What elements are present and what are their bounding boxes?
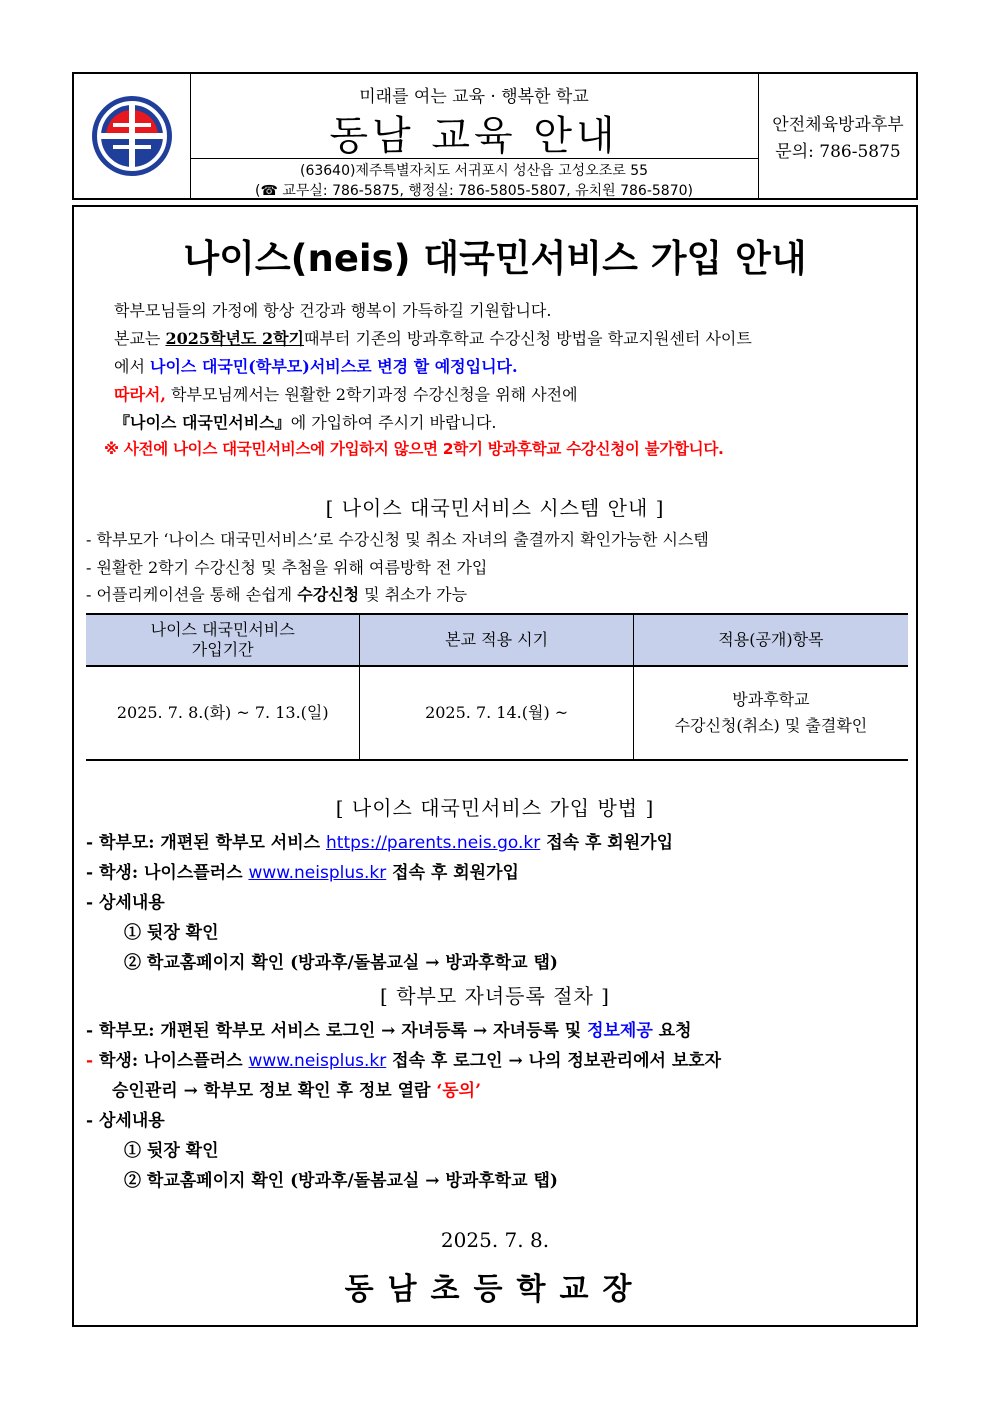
intro-line-5: 『나이스 대국민서비스』에 가입하여 주시기 바랍니다. bbox=[114, 413, 497, 432]
join-student-line: - 학생: 나이스플러스 www.neisplus.kr 접속 후 회원가입 bbox=[86, 863, 519, 883]
system-bullet-1: - 학부모가 ‘나이스 대국민서비스’로 수강신청 및 취소 자녀의 출결까지 확인가능한 시스템 bbox=[86, 530, 709, 549]
register-detail-1: ① 뒷장 확인 bbox=[124, 1141, 219, 1161]
principal-signature: 동남초등학교장 bbox=[344, 1272, 646, 1307]
neisplus-link-2[interactable]: www.neisplus.kr bbox=[248, 1051, 387, 1071]
join-detail-1: ① 뒷장 확인 bbox=[124, 923, 219, 943]
intro-line-2: 본교는 2025학년도 2학기때부터 기존의 방과후학교 수강신청 방법을 학교지원센터 사이트 bbox=[114, 329, 752, 348]
schedule-table bbox=[86, 613, 908, 761]
letterhead bbox=[72, 72, 918, 200]
contact-number: 문의: 786-5875 bbox=[775, 142, 901, 162]
register-heading: [ 학부모 자녀등록 절차 ] bbox=[380, 984, 610, 1008]
intro-line-3: 에서 나이스 대국민(학부모)서비스로 변경 할 예정입니다. bbox=[114, 357, 518, 376]
school-address: (63640)제주특별자치도 서귀포시 성산읍 고성오조로 55 bbox=[299, 163, 649, 179]
table-header-period: 나이스 대국민서비스 가입기간 bbox=[86, 614, 360, 666]
school-phones: (☎ 교무실: 786-5875, 행정실: 786-5805-5807, 유치원 786-5870) bbox=[254, 183, 693, 199]
join-detail-label: - 상세내용 bbox=[86, 893, 165, 913]
issue-date: 2025. 7. 8. bbox=[440, 1228, 550, 1252]
intro-line-4: 따라서, 학부모님께서는 원활한 2학기과정 수강신청을 위해 사전에 bbox=[114, 385, 578, 404]
table-header-start: 본교 적용 시기 bbox=[360, 614, 633, 666]
system-bullet-2: - 원활한 2학기 수강신청 및 추첨을 위해 여름방학 전 가입 bbox=[86, 558, 488, 577]
intro-line-1: 학부모님들의 가정에 항상 건강과 행복이 가득하길 기원합니다. bbox=[114, 301, 552, 320]
warning-notice: ※ 사전에 나이스 대국민서비스에 가입하지 않으면 2학기 방과후학교 수강신청이 불가합니다. bbox=[104, 440, 724, 458]
page-title: 나이스(neis) 대국민서비스 가입 안내 bbox=[183, 237, 807, 280]
newsletter-title: 동남 교육 안내 bbox=[329, 113, 619, 159]
system-heading: [ 나이스 대국민서비스 시스템 안내 ] bbox=[325, 496, 665, 520]
school-motto: 미래를 여는 교육 · 행복한 학교 bbox=[359, 87, 589, 107]
join-detail-2: ② 학교홈페이지 확인 (방과후/돌봄교실 → 방과후학교 탭) bbox=[124, 953, 558, 973]
table-cell-period: 2025. 7. 8.(화) ~ 7. 13.(일) bbox=[86, 666, 360, 760]
table-header-row bbox=[86, 614, 908, 666]
department-name: 안전체육방과후부 bbox=[772, 115, 904, 135]
register-student-line-2: 승인관리 → 학부모 정보 확인 후 정보 열람 ‘동의’ bbox=[112, 1081, 482, 1101]
register-detail-label: - 상세내용 bbox=[86, 1111, 165, 1131]
department-box bbox=[758, 112, 918, 166]
table-header-items: 적용(공개)항목 bbox=[633, 614, 908, 666]
table-cell-start: 2025. 7. 14.(월) ~ bbox=[360, 666, 633, 760]
table-row bbox=[86, 666, 908, 760]
register-detail-2: ② 학교홈페이지 확인 (방과후/돌봄교실 → 방과후학교 탭) bbox=[124, 1171, 558, 1191]
join-heading: [ 나이스 대국민서비스 가입 방법 ] bbox=[335, 796, 655, 820]
register-student-line: - 학생: 나이스플러스 www.neisplus.kr 접속 후 로그인 → 나의 정보관리에서 보호자 bbox=[86, 1051, 722, 1071]
neisplus-link[interactable]: www.neisplus.kr bbox=[248, 863, 387, 883]
parents-neis-link[interactable]: https://parents.neis.go.kr bbox=[326, 833, 541, 853]
system-bullet-3: - 어플리케이션을 통해 손쉽게 수강신청 및 취소가 가능 bbox=[86, 585, 468, 604]
school-logo-icon bbox=[91, 95, 173, 177]
register-parent-line: - 학부모: 개편된 학부모 서비스 로그인 → 자녀등록 → 자녀등록 및 정보제공 요청 bbox=[86, 1021, 692, 1041]
table-cell-items: 방과후학교 수강신청(취소) 및 출결확인 bbox=[633, 666, 908, 760]
join-parent-line: - 학부모: 개편된 학부모 서비스 https://parents.neis.go.kr 접속 후 회원가입 bbox=[86, 833, 673, 853]
